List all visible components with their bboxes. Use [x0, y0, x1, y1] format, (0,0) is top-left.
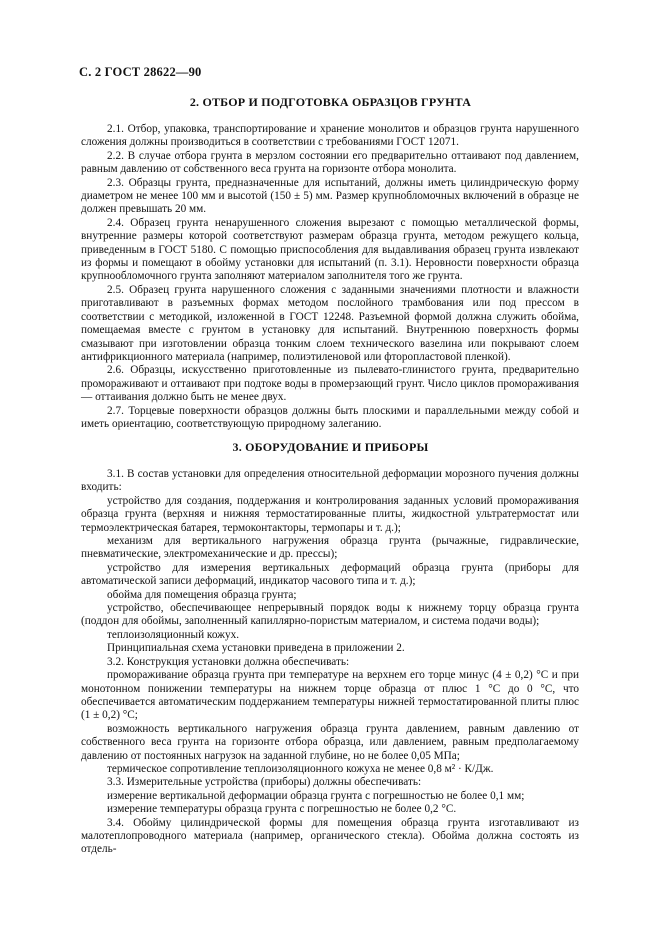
paragraph-3-4: 3.4. Обойму цилиндрической формы для помещения образца грунта изготавливают из малотеплопроводного материала (например, органического стекла). Обойма должна состоять из отдель- [81, 816, 579, 856]
paragraph-3-3: 3.3. Измерительные устройства (приборы) должны обеспечивать: [107, 776, 422, 789]
paragraph-3-2: 3.2. Конструкция установки должна обеспечивать: [107, 655, 350, 668]
section-3-title: 3. ОБОРУДОВАНИЕ И ПРИБОРЫ [232, 440, 429, 454]
paragraph-2-7: 2.7. Торцевые поверхности образцов должны быть плоскими и параллельными между собой и иметь ориентацию, соответствующую природному залеганию. [81, 404, 579, 430]
paragraph-2-2: 2.2. В случае отбора грунта в мерзлом состоянии его предварительно оттаивают под давлением, равным давлению от собственного веса грунта на горизонте отбора монолита. [81, 149, 579, 176]
list-item-deformation-device: устройство для измерения вертикальных деформаций образца грунта (приборы для автоматической записи деформаций, индикатор часового типа и т. д.); [81, 561, 579, 588]
list-item-temperature-accuracy: измерение температуры образца грунта с погрешностью не более 0,2 °С. [107, 803, 457, 816]
paragraph-3-1: 3.1. В состав установки для определения относительной деформации морозного пучения должны входить: [81, 468, 579, 494]
list-item-control-device: устройство для создания, поддержания и контролирования заданных условий промораживания образца грунта (верхняя и нижняя термостатированные плиты, жидкостной ультратермостат или термоэлектрическая батарея, термоконтакторы, термопары и т. д.); [81, 494, 579, 534]
paragraph-2-5: 2.5. Образец грунта нарушенного сложения с заданными значениями плотности и влажности приготавливают в разъемных формах методом послойного трамбования или под прессом в соответствии с методикой, изложенной в ГОСТ 12248. Разъемной формой должна служить обойма, помещаемая вместе с грунтом в установку для испытаний. Внутреннюю поверхность формы смазывают при изготовлении образца тонким слоем технического вазелина или покрывают слоем антифрикционного материала (например, полиэтиленовой или фторопластовой пленкой). [81, 283, 579, 363]
paragraph-2-1: 2.1. Отбор, упаковка, транспортирование и хранение монолитов и образцов грунта нарушенного сложения должны производиться в соответствии с требованиями ГОСТ 12071. [81, 123, 579, 149]
section-3-body [81, 468, 579, 857]
section-2-title: 2. ОТБОР И ПОДГОТОВКА ОБРАЗЦОВ ГРУНТА [189, 95, 472, 109]
paragraph-2-6: 2.6. Образцы, искусственно приготовленные из пылевато-глинистого грунта, предварительно промораживают и оттаивают при подтоке воды в промерзающий грунт. Число циклов промораживания — оттаивания должно быть не менее двух. [81, 364, 579, 404]
list-item-sleeve: обойма для помещения образца грунта; [107, 588, 297, 601]
list-item-vertical-loading: возможность вертикального нагружения образца грунта давлением, равным давлению от собственного веса грунта на горизонте отбора образца, или давлением, равным предполагаемому давлению от постоянных нагрузок на заданной глубине, но не более 0,05 МПа; [81, 722, 579, 762]
page-header: С. 2 ГОСТ 28622—90 [79, 65, 202, 79]
list-item-freezing: промораживание образца грунта при температуре на верхнем его торце минус (4 ± 0,2) °С и при монотонном понижении температуры на нижнем торце образца от плюс 1 °С до 0 °С, что обеспечивается автоматическим поддержанием температуры нижней термостатированной плиты плюс (1 ± 0,2) °С; [81, 669, 579, 722]
list-item-insulation-cover: теплоизоляционный кожух. [107, 628, 240, 641]
paragraph-schema-reference: Принципиальная схема установки приведена в приложении 2. [107, 642, 405, 655]
list-item-loading-mechanism: механизм для вертикального нагружения образца грунта (рычажные, гидравлические, пневматические, электромеханические и др. прессы); [81, 535, 579, 561]
section-2-body [81, 123, 579, 431]
list-item-water-supply: устройство, обеспечивающее непрерывный порядок воды к нижнему торцу образца грунта (поддон для обоймы, заполненный капиллярно-пористым материалом, и система подачи воды); [81, 602, 579, 628]
paragraph-2-4: 2.4. Образец грунта ненарушенного сложения вырезают с помощью металлической формы, внутренние размеры которой соответствуют размерам образца грунта, методом режущего кольца, приведенным в ГОСТ 5180. С помощью приспособления для выдавливания образец грунта извлекают из формы и помещают в обойму установки для испытаний (п. 3.1). Неровности поверхности образца крупнообломочного грунта заполняют материалом заполнителя того же грунта. [81, 216, 579, 283]
list-item-thermal-resistance: термическое сопротивление теплоизоляционного кожуха не менее 0,8 м² · К/Дж. [107, 762, 494, 775]
paragraph-2-3: 2.3. Образцы грунта, предназначенные для испытаний, должны иметь цилиндрическую форму диаметром не менее 100 мм и высотой (150 ± 5) мм. Размер крупнобломочных включений в образце не должен превышать 20 мм. [81, 176, 579, 216]
list-item-deformation-accuracy: измерение вертикальной деформации образца грунта с погрешностью не более 0,1 мм; [107, 789, 525, 802]
